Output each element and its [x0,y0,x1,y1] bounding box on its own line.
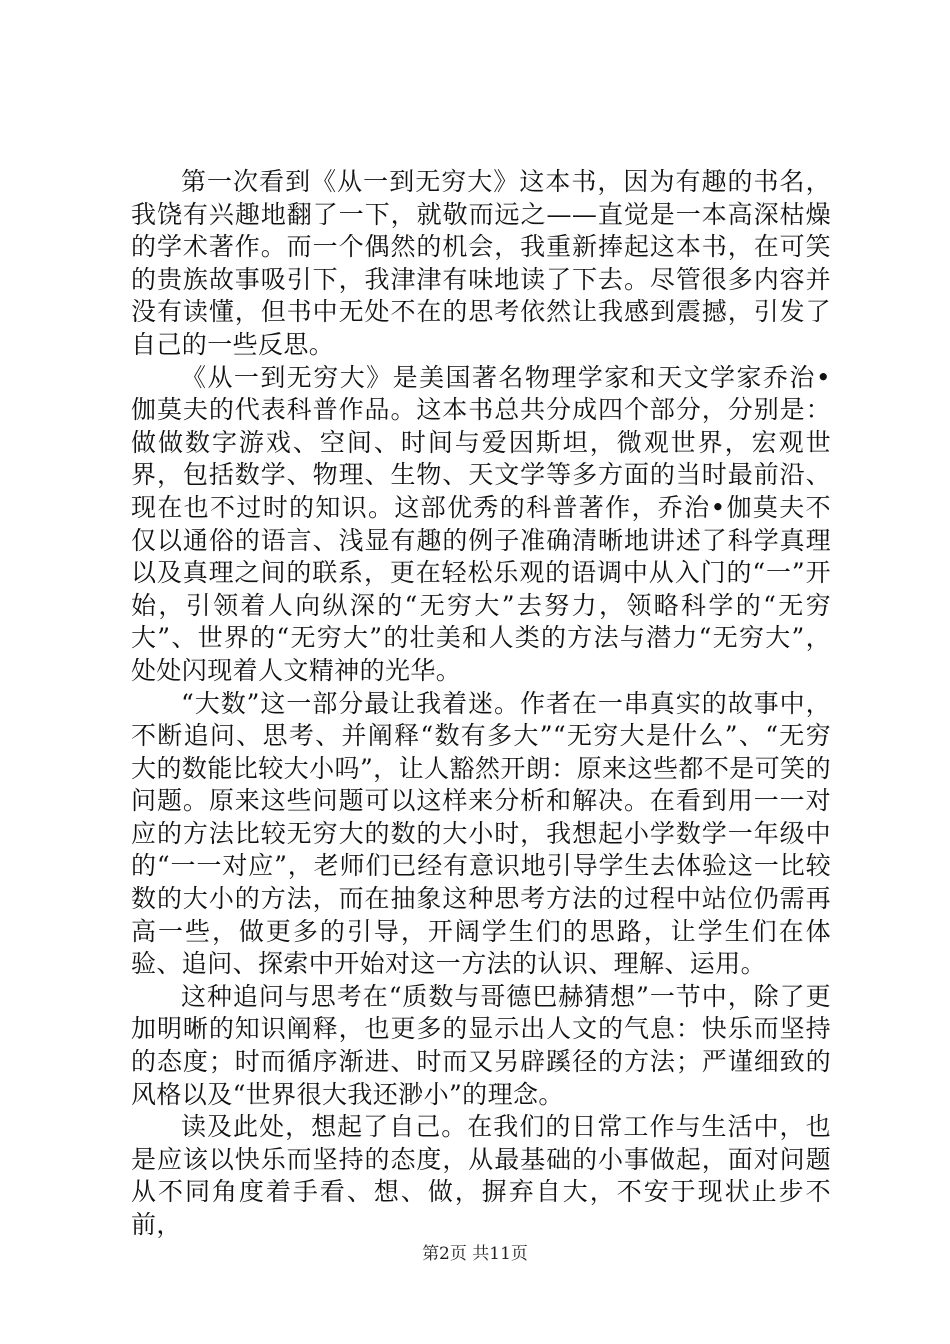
page-footer: 第2页 共11页 [422,1244,528,1264]
paragraph-2: 《从一到无穷大》是美国著名物理学家和天文学家乔治•伽莫夫的代表科普作品。这本书总共分成四个部分，分别是：做做数字游戏、空间、时间与爱因斯坦，微观世界，宏观世界，包括数学、物理、生物、天文学等多方面的当时最前沿、现在也不过时的知识。这部优秀的科普著作，乔治•伽莫夫不仅以通俗的语言、浅显有趣的例子准确清晰地讲述了科学真理以及真理之间的联系，更在轻松乐观的语调中从入门的“一”开始，引领着人向纵深的“无穷大”去努力，领略科学的“无穷大”、世界的“无穷大”的壮美和人类的方法与潜力“无穷大”，处处闪现着人文精神的光华。 [131,362,831,685]
paragraph-4: 这种追问与思考在“质数与哥德巴赫猜想”一节中，除了更加明晰的知识阐释，也更多的显示出人文的气息：快乐而坚持的态度；时而循序渐进、时而又另辟蹊径的方法；严谨细致的风格以及“世界很大我还渺小”的理念。 [131,981,831,1109]
paragraph-5: 读及此处，想起了自己。在我们的日常工作与生活中，也是应该以快乐而坚持的态度，从最基础的小事做起，面对问题从不同角度着手看、想、做，摒弃自大，不安于现状止步不前， [131,1112,831,1239]
body-text [131,166,831,1242]
paragraph-3: “大数”这一部分最让我着迷。作者在一串真实的故事中，不断追问、思考、并阐释“数有多大”“无穷大是什么”、“无穷大的数能比较大小吗”，让人豁然开朗：原来这些都不是可笑的问题。原来这些问题可以这样来分析和解决。在看到用一一对应的方法比较无穷大的数的大小时，我想起小学数学一年级中的“一一对应”，老师们已经有意识地引导学生去体验这一比较数的大小的方法，而在抽象这种思考方法的过程中站位仍需再高一些，做更多的引导，开阔学生们的思路，让学生们在体验、追问、探索中开始对这一方法的认识、理解、运用。 [131,688,831,979]
paragraph-1: 第一次看到《从一到无穷大》这本书，因为有趣的书名，我饶有兴趣地翻了一下，就敬而远之——直觉是一本高深枯燥的学术著作。而一个偶然的机会，我重新捧起这本书，在可笑的贵族故事吸引下，我津津有味地读了下去。尽管很多内容并没有读懂，但书中无处不在的思考依然让我感到震撼，引发了自己的一些反思。 [131,167,831,359]
